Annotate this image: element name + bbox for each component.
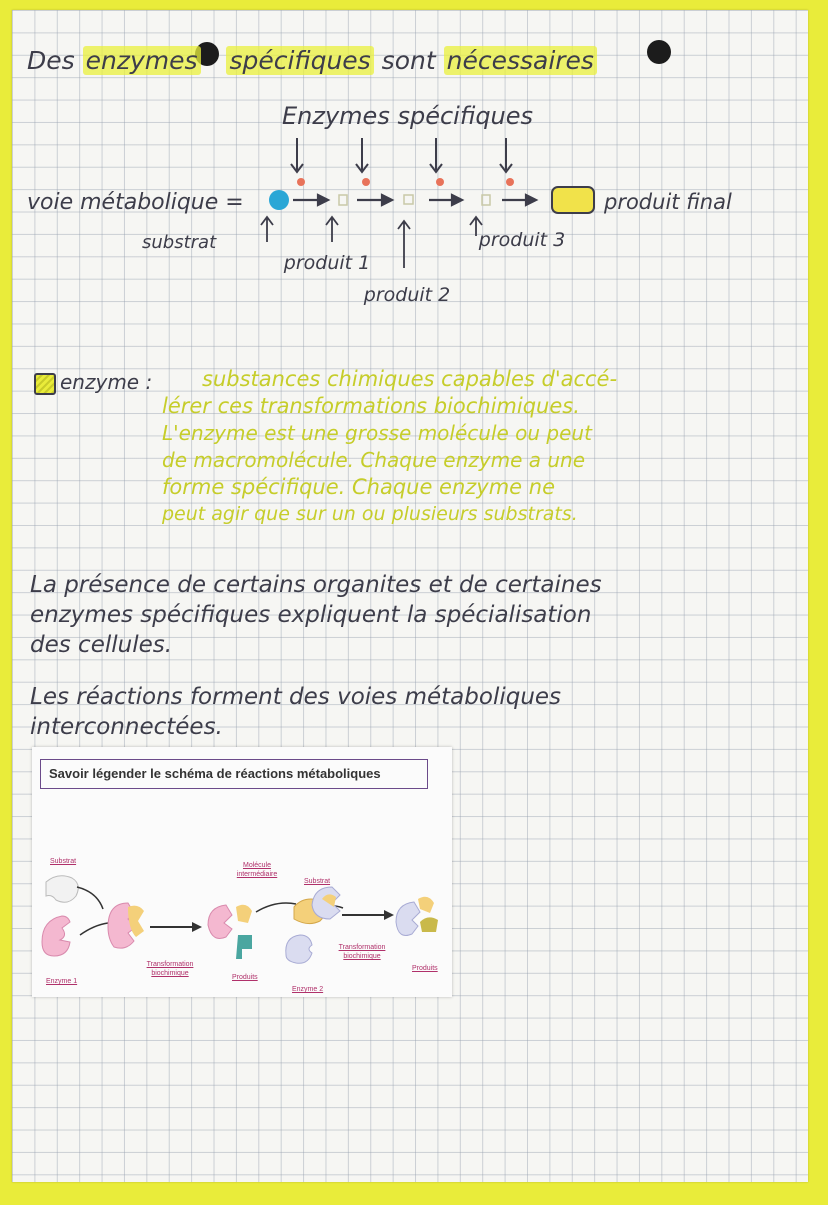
metabolic-figure: [32, 747, 452, 997]
produit-3-label: produit 3: [478, 229, 566, 251]
definition-text: [162, 366, 618, 528]
paragraph-line: interconnectées.: [30, 714, 223, 740]
final-product-box: [552, 187, 594, 213]
definition-term: enzyme :: [60, 370, 153, 394]
paragraph-voies: [30, 682, 561, 742]
figure-label-substrat-2: Substrat: [304, 878, 331, 885]
figure-label-molecule-intermediaire: Molécule intermédiaire: [236, 862, 278, 878]
figure-label-produits-1: Produits: [232, 974, 258, 981]
produit-1-label: produit 1: [283, 252, 371, 274]
figure-label-transformation-2: Transformation biochimique: [338, 944, 386, 960]
definition-line: forme spécifique. Chaque enzyme ne: [162, 475, 556, 499]
figure-label-substrat-1: Substrat: [50, 858, 77, 865]
page-title: Des enzymes spécifiques sont nécessaires: [27, 46, 597, 75]
figure-title: Savoir légender le schéma de réactions métaboliques: [40, 759, 428, 789]
definition-line: peut agir que sur un ou plusieurs substrats.: [162, 503, 578, 525]
paragraph-specialisation: [30, 570, 602, 660]
figure-label-transformation-1: Transformation biochimique: [146, 961, 194, 977]
paragraph-line: des cellules.: [30, 632, 173, 658]
substrat-label: substrat: [142, 232, 217, 253]
figure-label-enzyme-2: Enzyme 2: [292, 986, 324, 993]
paragraph-line: Les réactions forment des voies métaboliques: [30, 684, 562, 710]
substrate-dot: [269, 190, 289, 210]
definition-line: L'enzyme est une grosse molécule ou peut: [162, 421, 592, 445]
voie-metabolique-label: voie métabolique =: [27, 190, 244, 215]
produit-2-label: produit 2: [363, 284, 451, 306]
enzymes-label: Enzymes spécifiques: [282, 102, 534, 130]
notebook-page: [12, 10, 808, 1182]
paragraph-line: enzymes spécifiques expliquent la spécialisation: [30, 602, 592, 628]
produit-final-label: produit final: [604, 190, 732, 214]
figure-label-enzyme-1: Enzyme 1: [46, 978, 78, 985]
figure-label-produits-2: Produits: [412, 965, 438, 972]
enzyme-symbol: [34, 373, 56, 395]
definition-line: de macromolécule. Chaque enzyme a une: [162, 448, 586, 472]
definition-line: substances chimiques capables d'accé-: [202, 367, 618, 391]
paragraph-line: La présence de certains organites et de certaines: [30, 572, 602, 598]
definition-line: lérer ces transformations biochimiques.: [162, 394, 580, 418]
